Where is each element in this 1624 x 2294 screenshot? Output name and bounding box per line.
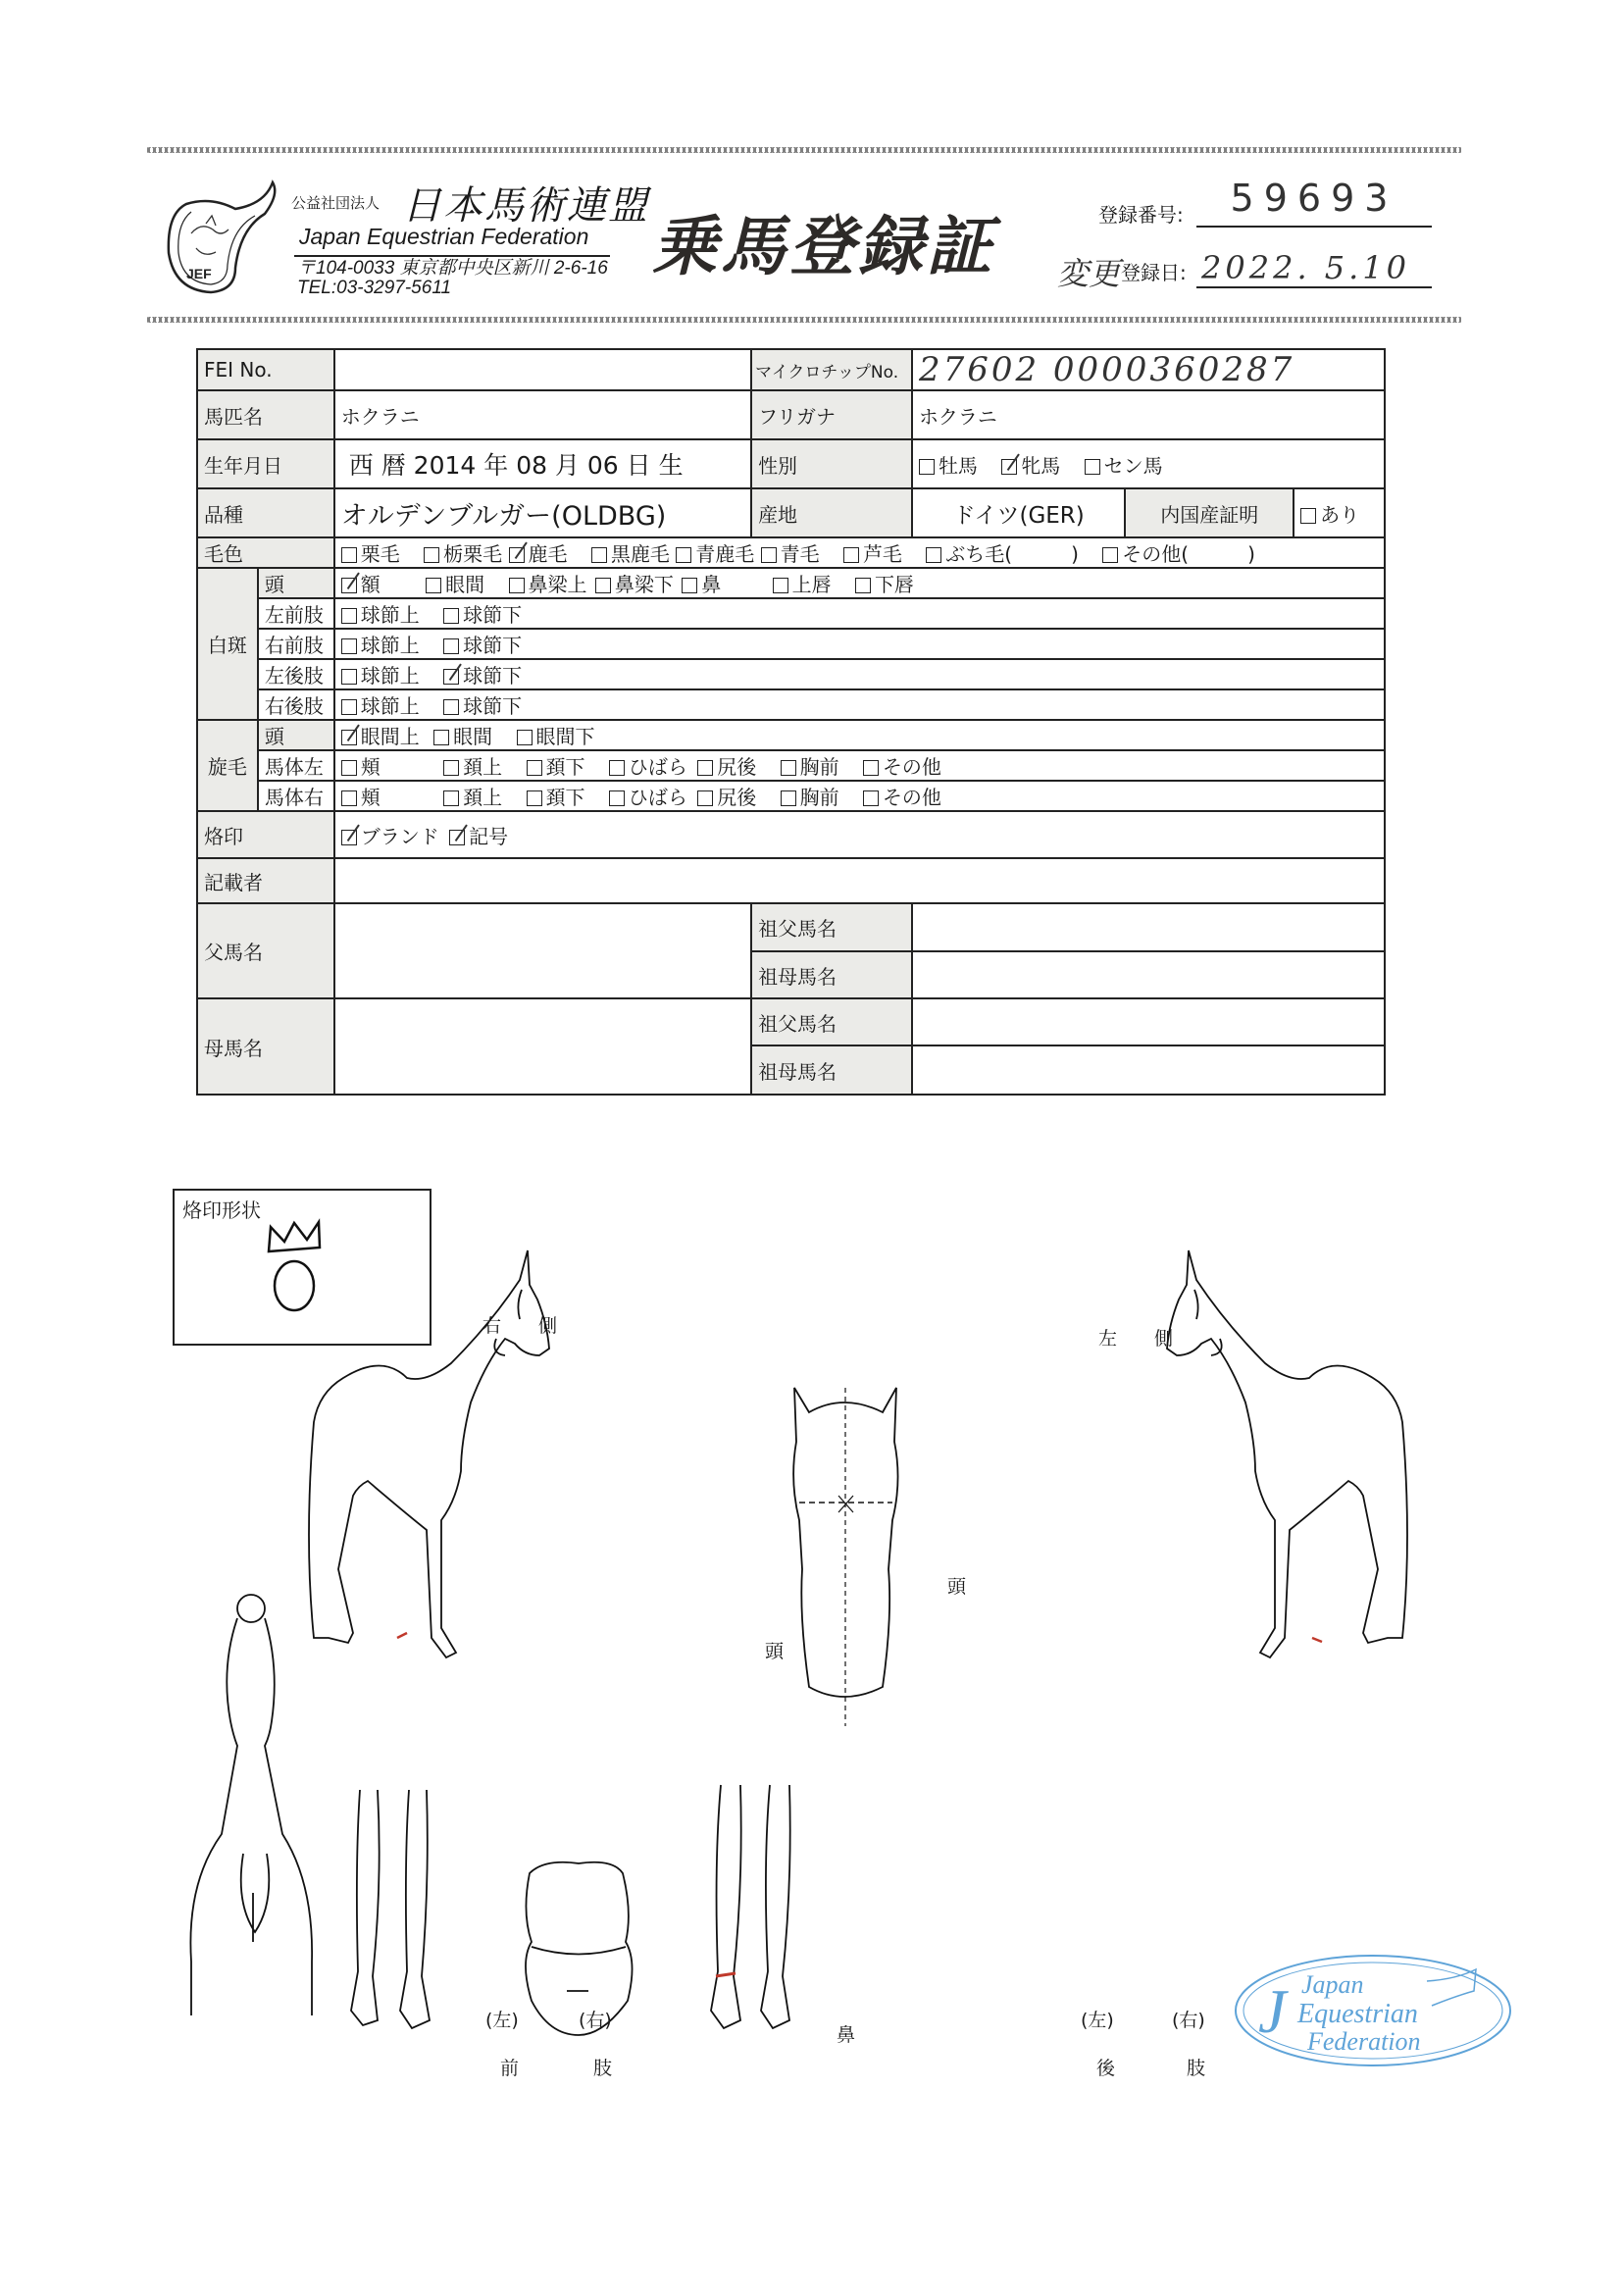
header-separator: [147, 317, 1461, 323]
row-breed-origin: [197, 488, 1385, 537]
coat-option[interactable]: 芦毛: [843, 538, 902, 567]
org-address: [297, 259, 608, 298]
origin-field[interactable]: ドイツ(GER): [912, 488, 1126, 537]
recorder-label: 記載者: [197, 858, 334, 903]
option-checked[interactable]: 眼間上: [341, 721, 420, 749]
sex-options: [912, 439, 1385, 488]
row-dam-grandsire: [197, 998, 1385, 1045]
registration-form-table: [196, 348, 1386, 1096]
tel: TEL:03-3297-5611: [297, 278, 452, 298]
org-divider: [294, 255, 610, 257]
part-label: 馬体右: [258, 781, 334, 811]
option[interactable]: 球節上: [341, 630, 420, 658]
option[interactable]: 球節上: [341, 660, 420, 688]
horse-name-label: 馬匹名: [197, 390, 334, 439]
svg-text:Japan: Japan: [1301, 1970, 1364, 1999]
option-checked[interactable]: 球節下: [443, 660, 522, 688]
foreleg-left-label: (左): [485, 2010, 519, 2031]
white-head-options: [334, 568, 1385, 598]
option[interactable]: 尻後: [697, 782, 756, 810]
part-label: 左後肢: [258, 659, 334, 689]
svg-text:JEF: JEF: [186, 266, 212, 281]
row-white-right-fore: [197, 629, 1385, 659]
svg-text:Equestrian: Equestrian: [1297, 1999, 1418, 2029]
svg-text:J: J: [1258, 1976, 1287, 2046]
hindleg-label-1: 後: [1096, 2058, 1116, 2079]
grandsire-label: 祖父馬名: [751, 903, 912, 951]
coat-option[interactable]: 黒鹿毛: [591, 538, 670, 567]
hindleg-right-label: (右): [1172, 2010, 1205, 2031]
breed-label: 品種: [197, 488, 334, 537]
granddam-label: 祖母馬名: [751, 1045, 912, 1095]
dam-grandsire-field[interactable]: [912, 998, 1385, 1045]
registration-date-label: 登録日:: [1121, 261, 1187, 284]
hindleg-label-2: 肢: [1187, 2058, 1206, 2079]
row-coat-color: [197, 537, 1385, 568]
coat-color-options: [334, 537, 1385, 568]
option[interactable]: 眼間: [433, 721, 492, 749]
coat-option[interactable]: 栗毛: [341, 538, 400, 567]
option[interactable]: その他: [863, 751, 941, 780]
white-markings-label: 白斑: [197, 568, 258, 720]
grandsire-label: 祖父馬名: [751, 998, 912, 1045]
option[interactable]: 眼間: [426, 569, 484, 597]
registration-date: 2022. 5.10: [1201, 249, 1411, 286]
domestic-cert-option[interactable]: あり: [1294, 488, 1385, 537]
row-recorder: [197, 858, 1385, 903]
top-separator: [147, 147, 1461, 153]
domestic-cert-label: 内国産証明: [1125, 488, 1294, 537]
whorls-label: 旋毛: [197, 720, 258, 811]
option[interactable]: 球節下: [443, 630, 522, 658]
granddam-label: 祖母馬名: [751, 951, 912, 998]
sex-option-stallion[interactable]: 牡馬: [919, 450, 978, 479]
document-title: 乗馬登録証: [652, 209, 995, 284]
sex-label: 性別: [751, 439, 912, 488]
option[interactable]: 頚上: [443, 751, 502, 780]
left-side-label: 左 側: [1098, 1328, 1174, 1350]
option[interactable]: 頚下: [527, 751, 585, 780]
option[interactable]: 胸前: [781, 782, 839, 810]
head-label: 頭: [765, 1641, 785, 1662]
option[interactable]: 球節上: [341, 690, 420, 719]
recorder-field[interactable]: [334, 858, 1385, 903]
registration-number: 59693: [1230, 177, 1398, 220]
sire-grandsire-field[interactable]: [912, 903, 1385, 951]
option[interactable]: 眼間下: [517, 721, 595, 749]
foreleg-right-label: (右): [579, 2010, 612, 2031]
hindleg-right-icon: [761, 1785, 790, 2028]
sire-label: 父馬名: [197, 903, 334, 998]
saddle-logo-icon: [157, 175, 284, 297]
dam-granddam-field[interactable]: [912, 1045, 1385, 1095]
brand-option-checked[interactable]: 記号: [449, 821, 508, 849]
row-whorl-body-right: [197, 781, 1385, 811]
nose-label: 鼻: [837, 2024, 856, 2046]
microchip-field[interactable]: 27602 0000360287: [912, 349, 1385, 390]
option[interactable]: 球節下: [443, 599, 522, 628]
coat-option-checked[interactable]: 鹿毛: [509, 538, 568, 567]
sex-option-mare[interactable]: 牝馬: [1001, 450, 1060, 479]
part-label: 頭: [258, 720, 334, 750]
hindleg-left-label: (左): [1081, 2010, 1114, 2031]
option[interactable]: その他: [863, 782, 941, 810]
option[interactable]: 頚上: [443, 782, 502, 810]
org-name-en: Japan Equestrian Federation: [299, 224, 589, 249]
breed-field[interactable]: オルデンブルガー(OLDBG): [334, 488, 751, 537]
sire-granddam-field[interactable]: [912, 951, 1385, 998]
row-whorl-head: [197, 720, 1385, 750]
coat-option[interactable]: 青鹿毛: [676, 538, 754, 567]
option[interactable]: 球節上: [341, 599, 420, 628]
checkbox[interactable]: [1300, 508, 1316, 524]
sex-option-gelding[interactable]: セン馬: [1085, 450, 1163, 479]
origin-label: 産地: [751, 488, 912, 537]
row-birth-sex: [197, 439, 1385, 488]
jef-stamp: [1231, 1952, 1515, 2069]
furigana-field[interactable]: ホクラニ: [912, 390, 1385, 439]
registration-number-label: 登録番号:: [1098, 203, 1184, 227]
option[interactable]: ひばら: [609, 751, 687, 780]
registration-number-line: [1196, 226, 1432, 228]
option[interactable]: 頚下: [527, 782, 585, 810]
option[interactable]: 下唇: [855, 569, 914, 597]
jef-stamp-icon: [1231, 1952, 1515, 2069]
head-caption: 頭: [947, 1576, 967, 1598]
option[interactable]: 頬: [341, 751, 381, 780]
part-label: 頭: [258, 568, 334, 598]
option[interactable]: 頬: [341, 782, 381, 810]
part-label: 右後肢: [258, 689, 334, 720]
foreleg-label-2: 肢: [593, 2058, 613, 2079]
row-white-left-fore: [197, 598, 1385, 629]
part-label: 左前肢: [258, 598, 334, 629]
org-prefix: 公益社団法人: [291, 194, 381, 212]
birth-date-field[interactable]: 西 暦 2014 年 08 月 06 日 生: [334, 439, 751, 488]
change-prefix: 変更: [1057, 255, 1121, 292]
option[interactable]: 上唇: [773, 569, 832, 597]
option-checked[interactable]: 額: [341, 569, 381, 597]
sire-field[interactable]: [334, 903, 751, 998]
coat-option[interactable]: 栃栗毛: [424, 538, 502, 567]
coat-option[interactable]: ぶち毛( ): [926, 538, 1079, 567]
org-name-ja: 日本馬術連盟: [402, 183, 649, 229]
part-label: 馬体左: [258, 750, 334, 781]
dam-field[interactable]: [334, 998, 751, 1095]
row-fei-microchip: [197, 349, 1385, 390]
fei-no-field[interactable]: [334, 349, 751, 390]
checkbox[interactable]: [919, 459, 935, 475]
row-white-head: [197, 568, 1385, 598]
coat-option[interactable]: その他( ): [1102, 538, 1255, 567]
furigana-label: フリガナ: [751, 390, 912, 439]
fei-no-label: FEI No.: [197, 349, 334, 390]
option[interactable]: 鼻梁上: [509, 569, 587, 597]
registration-date-line: [1196, 286, 1432, 288]
brand-option-checked[interactable]: ブランド: [341, 821, 439, 849]
microchip-label: マイクロチップNo.: [751, 349, 912, 390]
row-white-left-hind: [197, 659, 1385, 689]
coat-option[interactable]: 青毛: [761, 538, 820, 567]
option[interactable]: 鼻: [682, 569, 721, 597]
dam-label: 母馬名: [197, 998, 334, 1095]
brand-label: 烙印: [197, 811, 334, 858]
row-brand: [197, 811, 1385, 858]
option[interactable]: ひばら: [609, 782, 687, 810]
row-sire-grandsire: [197, 903, 1385, 951]
jef-logo: [157, 175, 284, 297]
horse-name-field[interactable]: ホクラニ: [334, 390, 751, 439]
row-whorl-body-left: [197, 750, 1385, 781]
right-side-label: 右 側: [482, 1315, 558, 1337]
brand-shape-label: 烙印形状: [182, 1198, 261, 1222]
foreleg-right-icon: [400, 1790, 430, 2028]
option[interactable]: 尻後: [697, 751, 756, 780]
hindleg-left-icon: [711, 1785, 741, 2028]
foreleg-left-icon: [351, 1790, 380, 2025]
checkbox-checked[interactable]: [1001, 459, 1017, 475]
foreleg-label-1: 前: [500, 2058, 520, 2079]
coat-color-label: 毛色: [197, 537, 334, 568]
svg-text:Federation: Federation: [1307, 2027, 1421, 2056]
part-label: 右前肢: [258, 629, 334, 659]
option[interactable]: 球節下: [443, 690, 522, 719]
option[interactable]: 胸前: [781, 751, 839, 780]
row-name: [197, 390, 1385, 439]
horse-top-view-icon: [190, 1595, 312, 2015]
checkbox[interactable]: [1085, 459, 1100, 475]
row-white-right-hind: [197, 689, 1385, 720]
option[interactable]: 鼻梁下: [595, 569, 674, 597]
birth-date-label: 生年月日: [197, 439, 334, 488]
postal-address: 〒104-0033 東京都中央区新川 2-6-16: [297, 258, 608, 279]
